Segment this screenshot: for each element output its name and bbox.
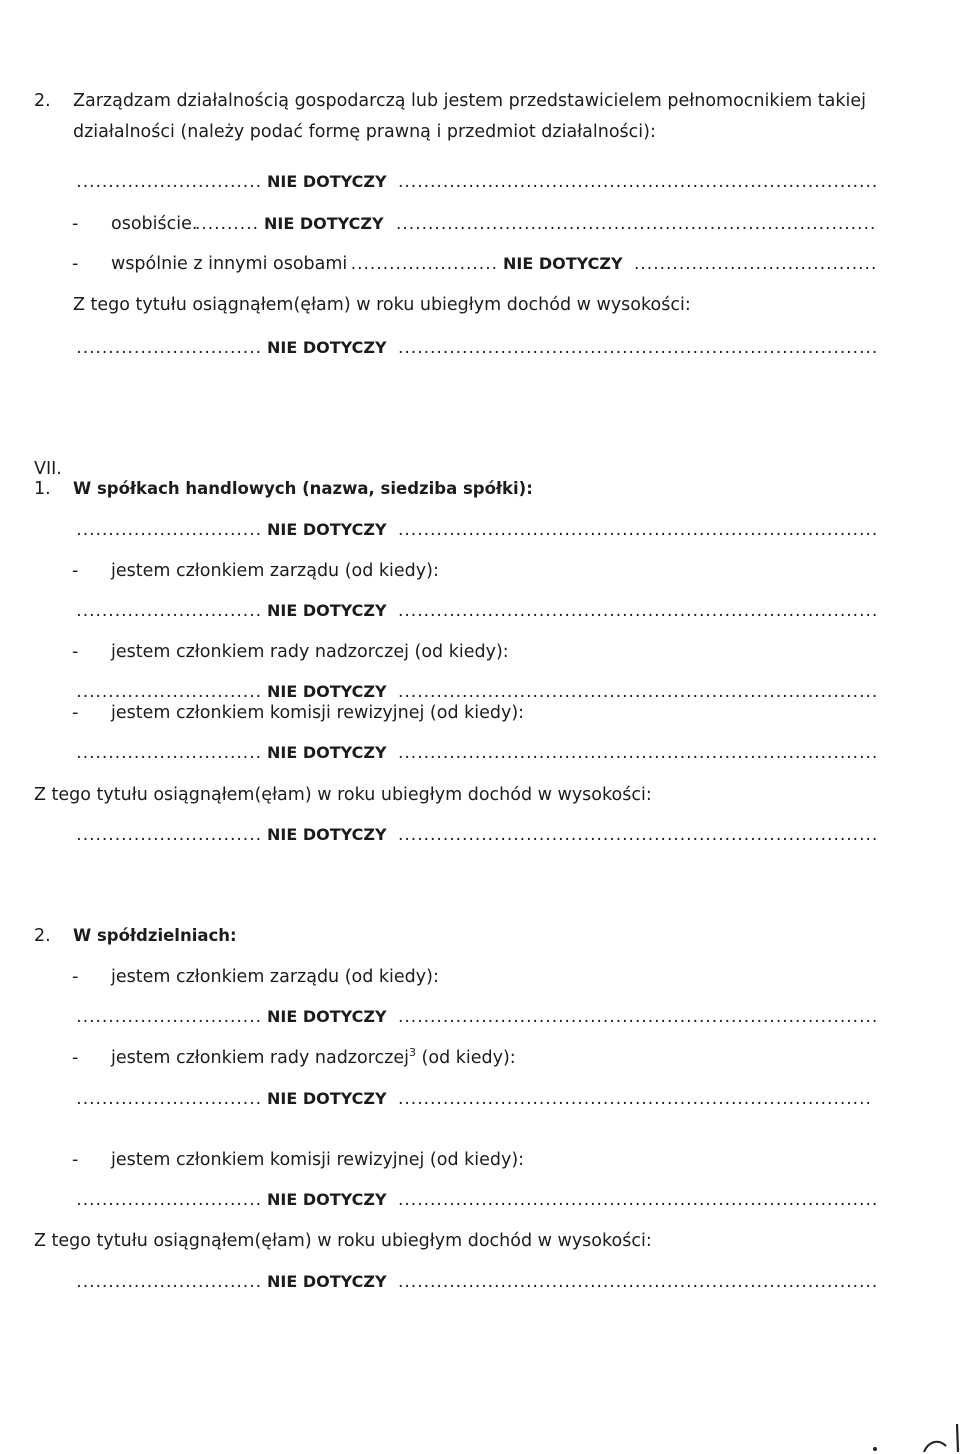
answer-value: NIE DOTYCZY (267, 172, 387, 191)
income-label: Z tego tytułu osiągnąłem(ęłam) w roku ubiegłym dochód w wysokości: (34, 1231, 652, 1251)
dotted-leader (398, 1272, 878, 1292)
dotted-leader (76, 172, 262, 192)
dotted-leader (76, 1007, 262, 1027)
osobiscie-answer: NIE DOTYCZY (264, 214, 384, 233)
rada-label: jestem członkiem rady nadzorczej (od kiedy): (111, 642, 509, 662)
rada-answer: NIE DOTYCZY (267, 1089, 387, 1108)
income-answer: NIE DOTYCZY (267, 825, 387, 844)
dotted-leader (634, 254, 878, 274)
dotted-leader (76, 1190, 262, 1210)
dash-marker: - (72, 642, 79, 662)
dotted-leader (398, 825, 878, 845)
section-roman-number: VII. (34, 459, 62, 479)
dotted-leader (193, 214, 259, 234)
footnote-marker: 3 (408, 1046, 416, 1060)
income-label: Z tego tytułu osiągnąłem(ęłam) w roku ubiegłym dochód w wysokości: (34, 785, 652, 805)
dotted-leader (76, 743, 262, 763)
komisja-label: jestem członkiem komisji rewizyjnej (od kiedy): (111, 1150, 525, 1170)
income-label: Z tego tytułu osiągnąłem(ęłam) w roku ubiegłym dochód w wysokości: (73, 295, 691, 315)
dash-marker: - (72, 703, 79, 723)
zarzad-answer: NIE DOTYCZY (267, 1007, 387, 1026)
dotted-leader (76, 338, 262, 358)
dotted-leader (76, 1272, 262, 1292)
section-text-line1: Zarządzam działalnością gospodarczą lub jestem przedstawicielem pełnomocnikiem takiej (73, 91, 866, 111)
komisja-label: jestem członkiem komisji rewizyjnej (od kiedy): (111, 703, 525, 723)
item-title: W spółkach handlowych (nazwa, siedziba spółki): (73, 479, 533, 498)
dotted-leader (76, 520, 262, 540)
wspolnie-answer: NIE DOTYCZY (503, 254, 623, 273)
item-number: 2. (34, 926, 51, 946)
handwritten-mark (872, 1416, 960, 1454)
rada-label-end: (od kiedy): (421, 1048, 516, 1068)
answer-value: NIE DOTYCZY (267, 520, 387, 539)
dotted-leader (76, 1089, 262, 1109)
dotted-leader (398, 743, 878, 763)
rada-answer: NIE DOTYCZY (267, 682, 387, 701)
osobiscie-label: osobiście. (111, 214, 198, 234)
dash-marker: - (72, 967, 79, 987)
dotted-leader (398, 682, 878, 702)
rada-label-line (111, 1048, 516, 1068)
dotted-leader (398, 338, 878, 358)
item-title: W spółdzielniach: (73, 926, 237, 945)
rada-label: jestem członkiem rady nadzorczej (111, 1048, 409, 1068)
income-answer: NIE DOTYCZY (267, 338, 387, 357)
dotted-leader (76, 682, 262, 702)
dotted-leader (398, 1190, 878, 1210)
komisja-answer: NIE DOTYCZY (267, 743, 387, 762)
section-number: 2. (34, 91, 51, 111)
dotted-leader (76, 825, 262, 845)
section-text-line2: działalności (należy podać formę prawną i przedmiot działalności): (73, 122, 656, 142)
dotted-leader (398, 1089, 872, 1109)
dash-marker: - (72, 214, 79, 234)
zarzad-label: jestem członkiem zarządu (od kiedy): (111, 967, 439, 987)
dash-marker: - (72, 1048, 79, 1068)
dotted-leader (398, 172, 878, 192)
komisja-answer: NIE DOTYCZY (267, 1190, 387, 1209)
zarzad-label: jestem członkiem zarządu (od kiedy): (111, 561, 439, 581)
dotted-leader (398, 520, 878, 540)
wspolnie-label: wspólnie z innymi osobami (111, 254, 348, 274)
dotted-leader (398, 601, 878, 621)
dash-marker: - (72, 1150, 79, 1170)
dash-marker: - (72, 254, 79, 274)
dotted-leader (396, 214, 876, 234)
dotted-leader (398, 1007, 878, 1027)
dotted-leader (76, 601, 262, 621)
income-answer: NIE DOTYCZY (267, 1272, 387, 1291)
zarzad-answer: NIE DOTYCZY (267, 601, 387, 620)
dash-marker: - (72, 561, 79, 581)
item-number: 1. (34, 479, 51, 499)
dotted-leader (352, 254, 498, 274)
